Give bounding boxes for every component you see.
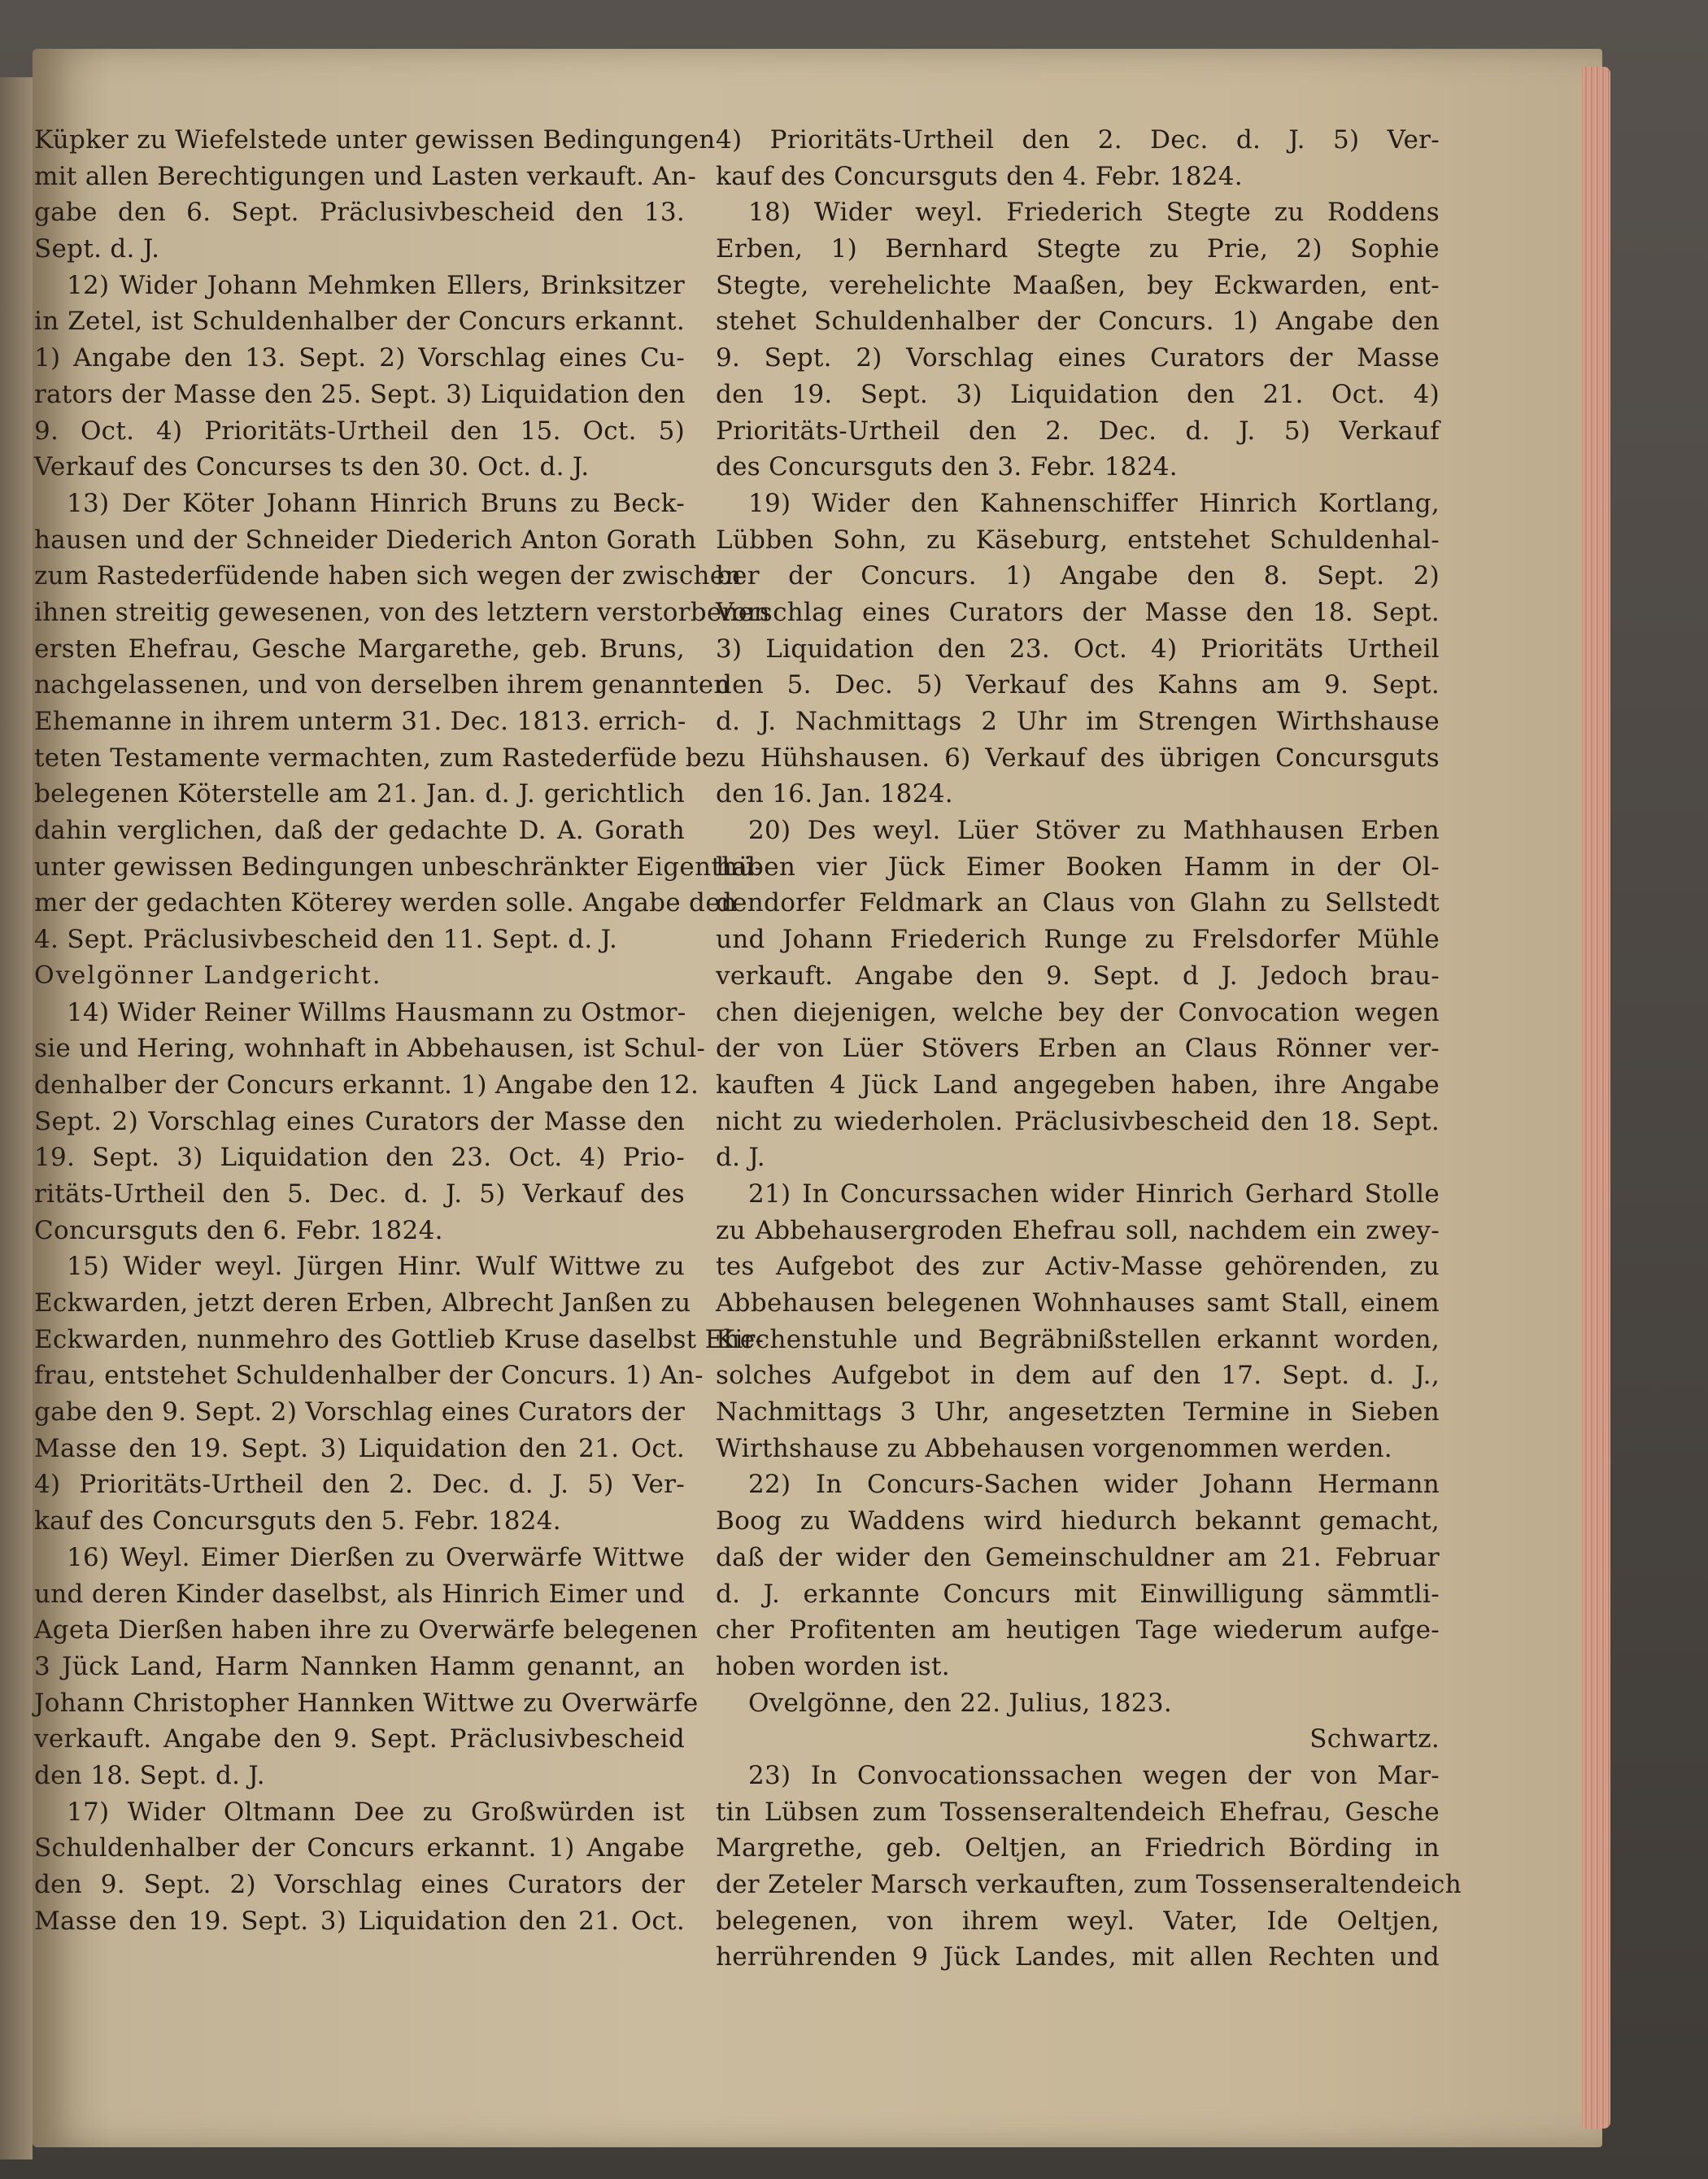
text-line: chen diejenigen, welche bey der Convocation wegen <box>716 997 1440 1027</box>
section-heading: Ovelgönner Landgericht. <box>34 961 382 990</box>
text-line: 16) Weyl. Eimer Dierßen zu Overwärfe Wittwe <box>67 1542 685 1572</box>
text-line: d. J. erkannte Concurs mit Einwilligung sämmtli- <box>716 1579 1440 1609</box>
text-line: Wirthshause zu Abbehausen vorgenommen werden. <box>716 1433 1392 1463</box>
text-line: cher Profitenten am heutigen Tage wiederum aufge- <box>716 1615 1440 1645</box>
text-line: solches Aufgebot in dem auf den 17. Sept. d. J., <box>716 1361 1440 1391</box>
text-line: kauften 4 Jück Land angegeben haben, ihre Angabe <box>716 1070 1440 1100</box>
text-line: gabe den 6. Sept. Präclusivbescheid den 13. <box>34 198 685 228</box>
text-line: den 16. Jan. 1824. <box>716 779 953 809</box>
text-line: Stegte, verehelichte Maaßen, bey Eckwarden, ent- <box>716 270 1440 300</box>
text-line: denhalber der Concurs erkannt. 1) Angabe den 12. <box>34 1070 699 1100</box>
text-line: d. J. Nachmittags 2 Uhr im Strengen Wirthshause <box>716 707 1440 736</box>
text-line: zu Abbehausergroden Ehefrau soll, nachdem ein zwey- <box>716 1215 1440 1245</box>
text-line: Eckwarden, nunmehro des Gottlieb Kruse daselbst Ehe- <box>34 1324 765 1354</box>
text-line: d. J. <box>716 1143 765 1173</box>
text-line: den 18. Sept. d. J. <box>34 1760 265 1790</box>
text-line: 12) Wider Johann Mehmken Ellers, Brinksitzer <box>67 270 685 300</box>
text-line: Boog zu Waddens wird hiedurch bekannt gemacht, <box>716 1506 1440 1536</box>
text-line: hoben worden ist. <box>716 1651 950 1681</box>
text-line: Nachmittags 3 Uhr, angesetzten Termine in Sieben <box>716 1397 1440 1427</box>
text-line: der von Lüer Stövers Erben an Claus Rönner ver- <box>716 1034 1440 1064</box>
text-line: 4. Sept. Präclusivbescheid den 11. Sept. d. J. <box>34 925 618 955</box>
text-line: Sept. 2) Vorschlag eines Curators der Masse den <box>34 1106 685 1136</box>
text-line: kauf des Concursguts den 5. Febr. 1824. <box>34 1506 561 1536</box>
text-line: Margrethe, geb. Oeltjen, an Friedrich Börding in <box>716 1833 1440 1863</box>
text-line: Verkauf des Concurses ts den 30. Oct. d. J. <box>34 452 590 482</box>
text-line: in Zetel, ist Schuldenhalber der Concurs erkannt. <box>34 307 685 337</box>
text-line: unter gewissen Bedingungen unbeschränkter Eigenthü- <box>34 852 764 882</box>
text-line: 18) Wider weyl. Friederich Stegte zu Roddens <box>748 198 1440 228</box>
text-line: den 9. Sept. 2) Vorschlag eines Curators der <box>34 1870 685 1899</box>
text-line: Lübben Sohn, zu Käseburg, entstehet Schuldenhal- <box>716 525 1440 555</box>
text-line: ritäts-Urtheil den 5. Dec. d. J. 5) Verkauf des <box>34 1179 685 1209</box>
text-line: tes Aufgebot des zur Activ-Masse gehörenden, zu <box>716 1252 1440 1282</box>
text-line: Schuldenhalber der Concurs erkannt. 1) Angabe <box>34 1833 685 1863</box>
text-line: nicht zu wiederholen. Präclusivbescheid den 18. Sept. <box>716 1106 1440 1136</box>
text-line: 21) In Concurssachen wider Hinrich Gerhard Stolle <box>748 1179 1440 1209</box>
text-line: den 5. Dec. 5) Verkauf des Kahns am 9. Sept. <box>716 670 1440 700</box>
facing-page-edge <box>0 77 33 2159</box>
text-line: belegenen, von ihrem weyl. Vater, Ide Oeltjen, <box>716 1906 1440 1936</box>
text-line: des Concursguts den 3. Febr. 1824. <box>716 452 1178 482</box>
text-line: mer der gedachten Köterey werden solle. Angabe den <box>34 888 738 918</box>
text-line: dendorfer Feldmark an Claus von Glahn zu Sellstedt <box>716 888 1440 918</box>
text-line: und Johann Friederich Runge zu Frelsdorfer Mühle <box>716 925 1440 955</box>
text-line: 1) Angabe den 13. Sept. 2) Vorschlag eines Cu- <box>34 343 685 373</box>
text-line: Prioritäts-Urtheil den 2. Dec. d. J. 5) Verkauf <box>716 416 1440 446</box>
text-line: 23) In Convocationssachen wegen der von Mar- <box>748 1760 1440 1790</box>
text-line: 9. Sept. 2) Vorschlag eines Curators der Masse <box>716 343 1440 373</box>
text-line: verkauft. Angabe den 9. Sept. Präclusivbescheid <box>34 1724 685 1754</box>
text-line: Küpker zu Wiefelstede unter gewissen Bedingungen <box>34 125 716 155</box>
text-line: frau, entstehet Schuldenhalber der Concurs. 1) An- <box>34 1361 704 1391</box>
text-line: 22) In Concurs-Sachen wider Johann Hermann <box>748 1470 1440 1500</box>
text-line: 19) Wider den Kahnenschiffer Hinrich Kortlang, <box>748 488 1440 518</box>
left-text-column <box>34 122 770 1939</box>
text-line: dahin verglichen, daß der gedachte D. A. Gorath <box>34 816 685 846</box>
text-line: Ageta Dierßen haben ihre zu Overwärfe belegenen <box>34 1615 699 1645</box>
text-line: nachgelassenen, und von derselben ihrem genannten <box>34 670 730 700</box>
text-line: 17) Wider Oltmann Dee zu Großwürden ist <box>67 1797 685 1827</box>
text-line: daß der wider den Gemeinschuldner am 21. Februar <box>716 1542 1440 1572</box>
text-line: Vorschlag eines Curators der Masse den 18. Sept. <box>716 597 1440 627</box>
text-line: rators der Masse den 25. Sept. 3) Liquidation den <box>34 379 686 409</box>
text-line: 3 Jück Land, Harm Nannken Hamm genannt, an <box>34 1651 685 1681</box>
text-line: ber der Concurs. 1) Angabe den 8. Sept. 2) <box>716 561 1440 591</box>
text-line: sie und Hering, wohnhaft in Abbehausen, ist Schul- <box>34 1034 706 1064</box>
text-line: Kirchenstuhle und Begräbnißstellen erkannt worden, <box>716 1324 1440 1354</box>
text-line: Sept. d. J. <box>34 234 160 264</box>
text-line: und deren Kinder daselbst, als Hinrich Eimer und <box>34 1579 685 1609</box>
text-line: teten Testamente vermachten, zum Rastederfüde be <box>34 743 717 773</box>
text-line: ersten Ehefrau, Gesche Margarethe, geb. Bruns, <box>34 634 685 664</box>
text-line: 14) Wider Reiner Willms Hausmann zu Ostmor- <box>67 997 686 1027</box>
text-line: stehet Schuldenhalber der Concurs. 1) Angabe den <box>716 307 1440 337</box>
text-line: Ovelgönne, den 22. Julius, 1823. <box>748 1688 1172 1718</box>
text-line: belegenen Köterstelle am 21. Jan. d. J. gerichtlich <box>34 779 685 809</box>
text-line: der Zeteler Marsch verkauften, zum Tossenseraltendeich <box>716 1870 1462 1899</box>
text-line: Concursguts den 6. Febr. 1824. <box>34 1215 443 1245</box>
text-line: 15) Wider weyl. Jürgen Hinr. Wulf Wittwe zu <box>67 1252 685 1282</box>
text-line: ihnen streitig gewesenen, von des letztern verstorbenen <box>34 597 770 627</box>
text-line: 20) Des weyl. Lüer Stöver zu Mathhausen Erben <box>748 816 1440 846</box>
text-line: gabe den 9. Sept. 2) Vorschlag eines Curators der <box>34 1397 686 1427</box>
text-line: 9. Oct. 4) Prioritäts-Urtheil den 15. Oct. 5) <box>34 416 685 446</box>
text-line: Erben, 1) Bernhard Stegte zu Prie, 2) Sophie <box>716 234 1440 264</box>
right-text-column <box>716 122 1462 1976</box>
text-line: Eckwarden, jetzt deren Erben, Albrecht Janßen zu <box>34 1288 691 1318</box>
text-line: Johann Christopher Hannken Wittwe zu Overwärfe <box>34 1688 699 1718</box>
text-line: 4) Prioritäts-Urtheil den 2. Dec. d. J. 5) Ver- <box>34 1470 685 1500</box>
page-block-edges <box>1582 67 1610 2129</box>
text-line: 4) Prioritäts-Urtheil den 2. Dec. d. J. 5) Ver- <box>716 125 1440 155</box>
text-line: zum Rastederfüdende haben sich wegen der zwischen <box>34 561 742 591</box>
text-line: den 19. Sept. 3) Liquidation den 21. Oct. 4) <box>716 379 1440 409</box>
text-line: kauf des Concursguts den 4. Febr. 1824. <box>716 161 1243 191</box>
text-line: herrührenden 9 Jück Landes, mit allen Rechten und <box>716 1942 1440 1972</box>
text-line: tin Lübsen zum Tossenseraltendeich Ehefrau, Gesche <box>716 1797 1440 1827</box>
text-line: Ehemanne in ihrem unterm 31. Dec. 1813. errich- <box>34 707 686 736</box>
text-line: 13) Der Köter Johann Hinrich Bruns zu Beck- <box>67 488 685 518</box>
text-line: zu Hühshausen. 6) Verkauf des übrigen Concursguts <box>716 743 1440 773</box>
text-line: mit allen Berechtigungen und Lasten verkauft. An- <box>34 161 697 191</box>
text-line: verkauft. Angabe den 9. Sept. d J. Jedoch brau- <box>716 961 1440 991</box>
text-line: Abbehausen belegenen Wohnhauses samt Stall, einem <box>716 1288 1440 1318</box>
text-line: 3) Liquidation den 23. Oct. 4) Prioritäts Urtheil <box>716 634 1440 664</box>
text-line: Masse den 19. Sept. 3) Liquidation den 21. Oct. <box>34 1906 685 1936</box>
text-line: 19. Sept. 3) Liquidation den 23. Oct. 4) Prio- <box>34 1143 685 1173</box>
text-line: hausen und der Schneider Diederich Anton Gorath <box>34 525 697 555</box>
text-line: Masse den 19. Sept. 3) Liquidation den 21. Oct. <box>34 1433 685 1463</box>
text-line: Schwartz. <box>1309 1724 1440 1754</box>
text-line: haben vier Jück Eimer Booken Hamm in der Ol- <box>716 852 1440 882</box>
